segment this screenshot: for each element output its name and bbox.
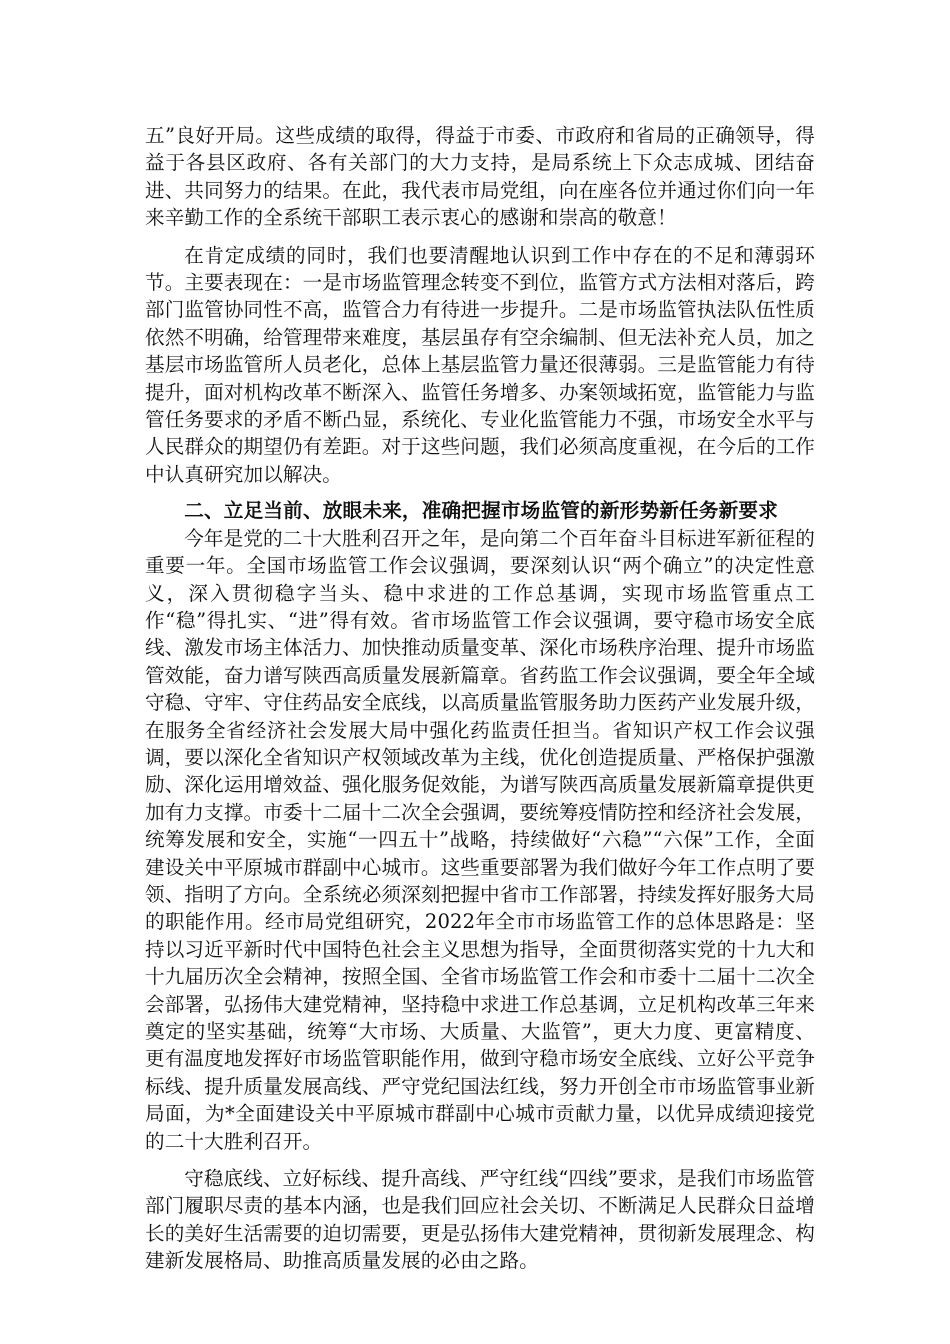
document-page (145, 122, 815, 1275)
paragraph-achievements-close: 五”良好开局。这些成绩的取得，得益于市委、市政府和省局的正确领导，得益于各县区政府、各有关部门的大力支持，是局系统上下众志成城、团结奋进、共同努力的结果。在此，我代表市局党组，向在座各位并通过你们向一年来辛勤工作的全系统干部职工表示衷心的感谢和崇高的敬意！ (145, 124, 815, 230)
paragraph-shortcomings: 在肯定成绩的同时，我们也要清醒地认识到工作中存在的不足和薄弱环节。主要表现在：一是市场监管理念转变不到位，监管方式方法相对落后，跨部门监管协同性不高，监管合力有待进一步提升。二是市场监管执法队伍性质依然不明确，给管理带来难度，基层虽存有空余编制、但无法补充人员，加之基层市场监管所人员老化，总体上基层监管力量还很薄弱。三是监管能力有待提升，面对机构改革不断深入、监管任务增多、办案领域拓宽，监管能力与监管任务要求的矛盾不断凸显，系统化、专业化监管能力不强，市场安全水平与人民群众的期望仍有差距。对于这些问题，我们必须高度重视，在今后的工作中认真研究加以解决。 (145, 243, 815, 486)
section-heading-2: 二、立足当前、放眼未来，准确把握市场监管的新形势新任务新要求 (184, 499, 778, 523)
paragraph-four-lines: 守稳底线、立好标线、提升高线、严守红线“四线”要求，是我们市场监管部门履职尽责的基本内涵，也是我们回应社会关切、不断满足人民群众日益增长的美好生活需要的迫切需要，更是弘扬伟大建党精神，贯彻新发展理念、构建新发展格局、助推高质量发展的必由之路。 (145, 1167, 815, 1273)
paragraph-new-situation: 今年是党的二十大胜利召开之年，是向第二个百年奋斗目标进军新征程的重要一年。全国市场监管工作会议强调，要深刻认识“两个确立”的决定性意义，深入贯彻稳字当头、稳中求进的工作总基调，实现市场监管重点工作“稳”得扎实、“进”得有效。省市场监管工作会议强调，要守稳市场安全底线、激发市场主体活力、加快推动质量变革、深化市场秩序治理、提升市场监管效能，奋力谱写陕西高质量发展新篇章。省药监工作会议强调，要全年全域守稳、守牢、守住药品安全底线，以高质量监管服务助力医药产业发展升级，在服务全省经济社会发展大局中强化药监责任担当。省知识产权工作会议强调，要以深化全省知识产权领域改革为主线，优化创造提质量、严格保护强激励、深化运用增效益、强化服务促效能，为谱写陕西高质量发展新篇章提供更加有力支撑。市委十二届十二次全会强调，要统筹疫情防控和经济社会发展，统筹发展和安全，实施“一四五十”战略，持续做好“六稳”“六保”工作，全面建设关中平原城市群副中心城市。这些重要部署为我们做好今年工作点明了要领、指明了方向。全系统必须深刻把握中省市工作部署，持续发挥好服务大局的职能作用。经市局党组研究，2022年全市市场监管工作的总体思路是：坚持以习近平新时代中国特色社会主义思想为指导，全面贯彻落实党的十九大和十九届历次全会精神，按照全国、全省市场监管工作会和市委十二届十二次全会部署，弘扬伟大建党精神，坚持稳中求进工作总基调，立足机构改革三年来奠定的坚实基础，统筹“大市场、大质量、大监管”，更大力度、更富精度、更有温度地发挥好市场监管职能作用，做到守稳市场安全底线、立好公平竞争标线、提升质量发展高线、严守党纪国法红线，努力开创全市市场监管事业新局面，为*全面建设关中平原城市群副中心城市贡献力量，以优异成绩迎接党的二十大胜利召开。 (145, 526, 815, 1153)
